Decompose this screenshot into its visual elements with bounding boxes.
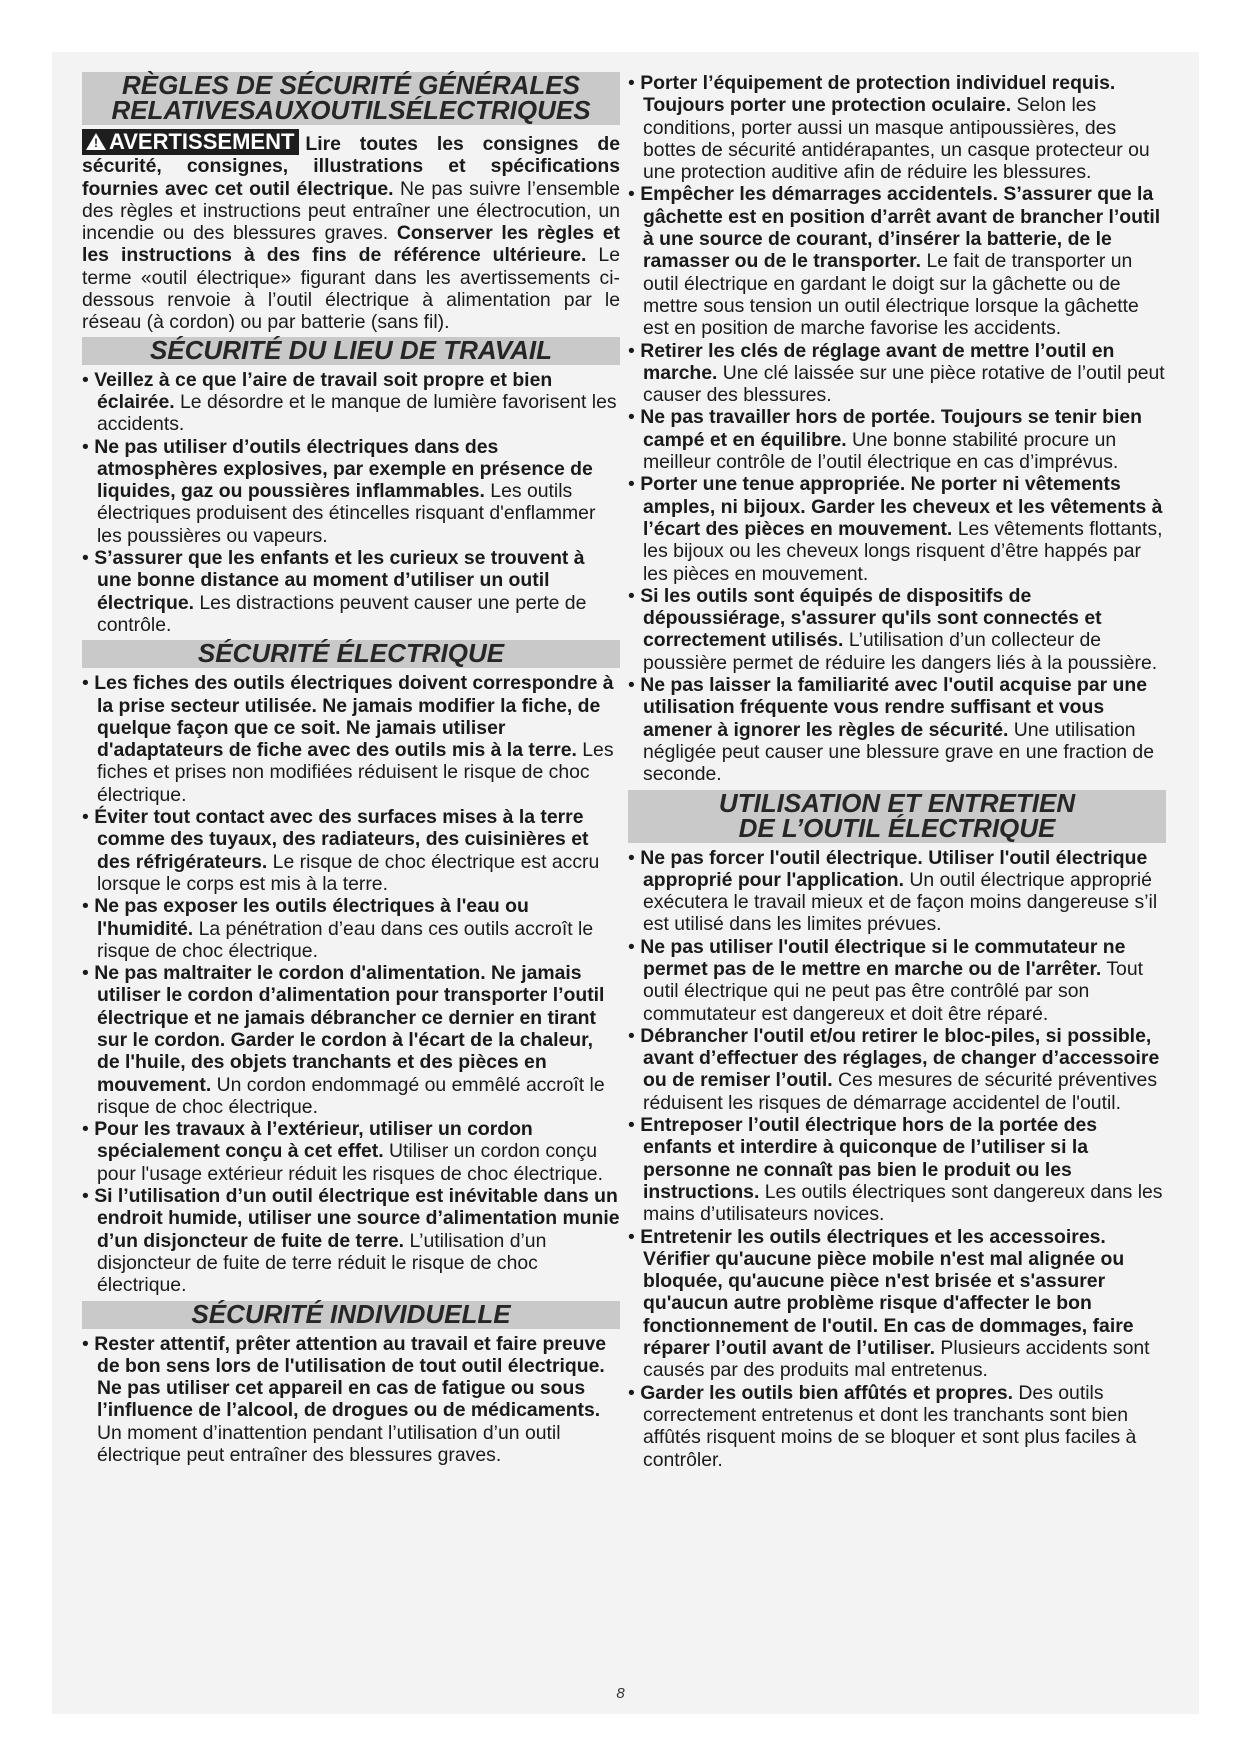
list-item-text: La pénétration d’eau dans ces outils accroît le risque de choc électrique. [97,917,594,962]
list-item-bold: Ne pas utiliser l'outil électrique si le commutateur ne permet pas de le mettre en marche ou de l'arrêter. [640,935,1126,980]
intro-bold-2: Conserver les règles et les instructions à des fins de référence ultérieure. [82,222,620,267]
list-item: • Veillez à ce que l’aire de travail soit propre et bien éclairée. Le désordre et le manque de lumière favorisent les accidents. [82,368,617,436]
list-item-bold: Veillez à ce que l’aire de travail soit propre et bien éclairée. [94,368,553,413]
list-item-bold: Entreposer l’outil électrique hors de la portée des enfants et interdire à quiconque de l’utiliser si la personne ne connaît pas bien le produit ou les instructions. [640,1114,1098,1203]
individual-safety-title-text: SÉCURITÉ INDIVIDUELLE [191,1298,511,1329]
list-item-bold: Ne pas utiliser d’outils électriques dans des atmosphères explosives, par exemple en présence de liquides, gaz ou poussières inflammables. [94,435,593,503]
intro-text-1: Ne pas suivre l’ensemble des règles et instructions peut entraîner une électrocution, un incendie ou des blessures graves. [82,177,620,245]
list-item-bold: Ne pas maltraiter le cordon d'alimentation. Ne jamais utiliser le cordon d’alimentation pour transporter l’outil électrique et ne jamais débrancher ce dernier en tirant sur le cordon. Garder le cordon à l'écart de la chaleur, de l'huile, des objets tranchants et des pièces en mouvement. [94,962,605,1096]
list-item: • Les fiches des outils électriques doivent correspondre à la prise secteur utilisée. Ne jamais modifier la fiche, de quelque façon que ce soit. Ne jamais utiliser d'adaptateurs de fiche avec des outils mis à la terre. Les fiches et prises non modifiées réduisent le risque de choc électrique. [82,672,614,806]
list-item-bold: Empêcher les démarrages accidentels. S’assurer que la gâchette est en position d’arrêt avant de brancher l’outil à une source de courant, d’insérer la batterie, de le ramasser ou de le transporter. [640,183,1161,273]
list-item-text: Utiliser un cordon conçu pour l'usage extérieur réduit les risques de choc électrique. [97,1140,603,1185]
list-item: • Ne pas utiliser d’outils électriques dans des atmosphères explosives, par exemple en présence de liquides, gaz ou poussières inflammables. Les outils électriques produisent des étincelles risquant d'enflammer les poussières ou vapeurs. [82,435,596,547]
warning-triangle-icon: ! [86,133,106,150]
list-item: • Rester attentif, prêter attention au travail et faire preuve de bon sens lors de l'utilisation de tout outil électrique. Ne pas utiliser cet appareil en cas de fatigue ou sous l’influence de l’alcool, de drogues ou de médicaments. Un moment d’inattention pendant l’utilisation d’un outil électrique peut entraîner des blessures graves. [82,1332,607,1467]
list-item-text: L’utilisation d’un disjoncteur de fuite de terre réduit le risque de choc électrique. [97,1229,547,1297]
list-item-text: Les vêtements flottants, les bijoux ou les cheveux longs risquent d’être happés par les pièces en mouvement. [643,517,1163,585]
electrical-safety-title [82,640,620,668]
list-item-text: L’utilisation d’un collecteur de poussière permet de réduire les dangers liés à la poussière. [643,629,1158,674]
list-item-text: Une bonne stabilité procure un meilleur contrôle de l’outil électrique en cas d’imprévus. [643,428,1119,474]
usage-maintenance-title-line2: DE L’OUTIL ÉLECTRIQUE [738,812,1056,843]
left-column [82,72,620,1466]
list-item: • Porter une tenue appropriée. Ne porter ni vêtements amples, ni bijoux. Garder les cheveux et les vêtements à l’écart des pièces en mouvement. Les vêtements flottants, les bijoux ou les cheveux longs risquent d’être happés par les pièces en mouvement. [628,473,1163,585]
general-rules-title-line2: RELATIVESAUXOUTILSÉLECTRIQUES [111,95,591,125]
list-item-bold: Entretenir les outils électriques et les accessoires. Vérifier qu'aucune pièce mobile n'est mal alignée ou bloquée, qu'aucune pièce n'est brisée et s'assurer qu'aucun autre problème risque d'affecter le bon fonctionnement de l'outil. En cas de dommages, faire réparer l’outil avant de l’utiliser. [640,1225,1134,1360]
list-item: • Ne pas exposer les outils électriques à l'eau ou l'humidité. La pénétration d’eau dans ces outils accroît le risque de choc électrique. [82,895,594,962]
list-item-bold: Ne pas forcer l'outil électrique. Utiliser l'outil électrique approprié pour l'application. [640,846,1148,891]
list-item-text: Les outils électriques sont dangereux dans les mains d’utilisateurs novices. [643,1180,1163,1226]
list-item-text: Le désordre et le manque de lumière favorisent les accidents. [97,390,617,436]
workplace-safety-title [82,334,620,365]
warning-label: AVERTISSEMENT [109,129,295,154]
list-item-bold: Rester attentif, prêter attention au travail et faire preuve de bon sens lors de l'utilisation de tout outil électrique. Ne pas utiliser cet appareil en cas de fatigue ou sous l’influence de l’alcool, de drogues ou de médicaments. [94,1332,607,1422]
list-item: • Entretenir les outils électriques et les accessoires. Vérifier qu'aucune pièce mobile n'est mal alignée ou bloquée, qu'aucune pièce n'est brisée et s'assurer qu'aucun autre problème risque d'affecter le bon fonctionnement de l'outil. En cas de dommages, faire réparer l’outil avant de l’utiliser. Plusieurs accidents sont causés par des produits mal entretenus. [628,1225,1150,1382]
list-item-text: Un cordon endommagé ou emmêlé accroît le risque de choc électrique. [97,1073,605,1118]
list-item-text: Une clé laissée sur une pièce rotative de l’outil peut causer des blessures. [643,361,1165,407]
list-item: • Retirer les clés de réglage avant de mettre l’outil en marche. Une clé laissée sur une pièce rotative de l’outil peut causer des blessures. [628,339,1165,407]
list-item: • Ne pas utiliser l'outil électrique si le commutateur ne permet pas de le mettre en marche ou de l'arrêter. Tout outil électrique qui ne peut pas être contrôlé par son commutateur est dangereux et doit être réparé. [628,935,1144,1025]
list-item-bold: Garder les outils bien affûtés et propres. [640,1381,1014,1404]
right-column [628,72,1166,1471]
list-item: • Débrancher l'outil et/ou retirer le bloc-piles, si possible, avant d’effectuer des réglages, de changer d’accessoire ou de remiser l’outil. Ces mesures de sécurité préventives réduisent les risques de démarrage accidentel de l'outil. [628,1024,1160,1114]
list-item-bold: Débrancher l'outil et/ou retirer le bloc-piles, si possible, avant d’effectuer des réglages, de changer d’accessoire ou de remiser l’outil. [640,1024,1160,1092]
list-item: • Ne pas forcer l'outil électrique. Utiliser l'outil électrique approprié pour l'application. Un outil électrique approprié exécutera le travail mieux et de façon moins dangereuse s’il est utilisé dans les limites prévues. [628,846,1158,936]
list-item-text: Les outils électriques produisent des étincelles risquant d'enflammer les poussières ou vapeurs. [97,480,596,547]
intro-bold-1: Lire toutes les consignes de sécurité, consignes, illustrations et spécifications fournies avec cet outil électrique. [82,133,620,200]
list-item: • Ne pas travailler hors de portée. Toujours se tenir bien campé et en équilibre. Une bonne stabilité procure un meilleur contrôle de l’outil électrique en cas d’imprévus. [628,406,1142,474]
list-item-bold: Ne pas laisser la familiarité avec l'outil acquise par une utilisation fréquente vous rendre suffisant et vous amener à ignorer les règles de sécurité. [640,674,1148,741]
list-item: • Garder les outils bien affûtés et propres. Des outils correctement entretenus et dont les tranchants sont bien affûtés risquent moins de se bloquer et sont plus faciles à contrôler. [628,1381,1137,1471]
list-item-bold: Si l’utilisation d’un outil électrique est inévitable dans un endroit humide, utiliser une source d’alimentation munie d’un disjoncteur de fuite de terre. [94,1185,620,1252]
individual-safety-title [82,1298,620,1329]
list-item-bold: Retirer les clés de réglage avant de mettre l’outil en marche. [640,339,1115,384]
list-item: • Porter l’équipement de protection individuel requis. Toujours porter une protection oculaire. Selon les conditions, porter aussi un masque antipoussières, des bottes de sécurité antidérapantes, un casque protecteur ou une protection auditive afin de réduire les blessures. [628,72,1150,184]
list-item-bold: S’assurer que les enfants et les curieux se trouvent à une bonne distance au moment d’utiliser un outil électrique. [94,547,585,614]
list-item-text: Tout outil électrique qui ne peut pas être contrôlé par son commutateur est dangereux et doit être réparé. [643,957,1144,1025]
list-item-bold: Ne pas travailler hors de portée. Toujours se tenir bien campé et en équilibre. [640,406,1142,451]
page-number: 8 [616,1685,625,1702]
list-item-text: Un moment d’inattention pendant l’utilisation d’un outil électrique peut entraîner des blessures graves. [97,1421,561,1467]
list-item: • Entreposer l’outil électrique hors de la portée des enfants et interdire à quiconque de l’utiliser si la personne ne connaît pas bien le produit ou les instructions. Les outils électriques sont dangereux dans les mains d’utilisateurs novices. [628,1114,1163,1226]
list-item-text: Les distractions peuvent causer une perte de contrôle. [97,591,587,636]
general-rules-title [82,72,620,125]
list-item: • Pour les travaux à l’extérieur, utiliser un cordon spécialement conçu à cet effet. Utiliser un cordon conçu pour l'usage extérieur réduit les risques de choc électrique. [82,1118,603,1185]
list-item-bold: Si les outils sont équipés de dispositifs de dépoussiérage, s'assurer qu'ils sont connectés et correctement utilisés. [640,584,1102,652]
list-item: • Éviter tout contact avec des surfaces mises à la terre comme des tuyaux, des radiateurs, des cuisinières et des réfrigérateurs. Le risque de choc électrique est accru lorsque le corps est mis à la terre. [82,806,600,895]
list-item-bold: Éviter tout contact avec des surfaces mises à la terre comme des tuyaux, des radiateurs, des cuisinières et des réfrigérateurs. [94,806,589,873]
list-item-text: Les fiches et prises non modifiées réduisent le risque de choc électrique. [97,739,614,806]
list-item-bold: Ne pas exposer les outils électriques à l'eau ou l'humidité. [94,895,529,940]
list-item-bold: Porter une tenue appropriée. Ne porter ni vêtements amples, ni bijoux. Garder les cheveux et les vêtements à l’écart des pièces en mouvement. [640,473,1163,540]
list-item-bold: Porter l’équipement de protection individuel requis. Toujours porter une protection oculaire. [640,72,1116,117]
list-item: • Si les outils sont équipés de dispositifs de dépoussiérage, s'assurer qu'ils sont connectés et correctement utilisés. L’utilisation d’un collecteur de poussière permet de réduire les dangers liés à la poussière. [628,584,1158,674]
list-item-text: Des outils correctement entretenus et dont les tranchants sont bien affûtés risquent moins de se bloquer et sont plus faciles à contrôler. [643,1381,1137,1471]
list-item-text: Ces mesures de sécurité préventives réduisent les risques de démarrage accidentel de l'outil. [643,1069,1158,1114]
list-item: • Empêcher les démarrages accidentels. S’assurer que la gâchette est en position d’arrêt avant de brancher l’outil à une source de courant, d’insérer la batterie, de le ramasser ou de le transporter. Le fait de transporter un outil électrique en gardant le doigt sur la gâchette ou de mettre sous tension un outil électrique lorsque la gâchette est en position de marche favorise les accidents. [628,183,1161,340]
list-item-text: Un outil électrique approprié exécutera le travail mieux et de façon moins dangereuse s’il est utilisé dans les limites prévues. [643,868,1158,936]
list-item-bold: Les fiches des outils électriques doivent correspondre à la prise secteur utilisée. Ne jamais modifier la fiche, de quelque façon que ce soit. Ne jamais utiliser d'adaptateurs de fiche avec des outils mis à la terre. [94,672,614,762]
list-item-bold: Pour les travaux à l’extérieur, utiliser un cordon spécialement conçu à cet effet. [94,1118,533,1163]
intro-paragraph [82,129,620,334]
list-item: • Ne pas laisser la familiarité avec l'outil acquise par une utilisation fréquente vous rendre suffisant et vous amener à ignorer les règles de sécurité. Une utilisation négligée peut causer une blessure grave en une fraction de seconde. [628,674,1154,786]
usage-maintenance-title-line1: UTILISATION ET ENTRETIEN [718,787,1076,818]
list-item-text: Le risque de choc électrique est accru lorsque le corps est mis à la terre. [97,850,600,895]
list-item: • S’assurer que les enfants et les curieux se trouvent à une bonne distance au moment d’utiliser un outil électrique. Les distractions peuvent causer une perte de contrôle. [82,547,587,636]
list-item: • Ne pas maltraiter le cordon d'alimentation. Ne jamais utiliser le cordon d’alimentation pour transporter l’outil électrique et ne jamais débrancher ce dernier en tirant sur le cordon. Garder le cordon à l'écart de la chaleur, de l'huile, des objets tranchants et des pièces en mouvement. Un cordon endommagé ou emmêlé accroît le risque de choc électrique. [82,962,605,1118]
intro-text-2: Le terme «outil électrique» figurant dans les avertissements ci-dessous renvoie à l’outil électrique à alimentation par le réseau (à cordon) ou par batterie (sans fil). [82,244,620,334]
workplace-safety-title-text: SÉCURITÉ DU LIEU DE TRAVAIL [149,334,553,365]
list-item: • Si l’utilisation d’un outil électrique est inévitable dans un endroit humide, utiliser une source d’alimentation munie d’un disjoncteur de fuite de terre. L’utilisation d’un disjoncteur de fuite de terre réduit le risque de choc électrique. [82,1185,620,1297]
list-item-text: Selon les conditions, porter aussi un masque antipoussières, des bottes de sécurité antidérapantes, un casque protecteur ou une protection auditive afin de réduire les blessures. [643,94,1150,184]
list-item-text: Une utilisation négligée peut causer une blessure grave en une fraction de seconde. [643,718,1154,786]
list-item-text: Le fait de transporter un outil électrique en gardant le doigt sur la gâchette ou de mettre sous tension un outil électrique lorsque la gâchette est en position de marche favorise les accidents. [643,250,1139,340]
list-item-text: Plusieurs accidents sont causés par des produits mal entretenus. [643,1337,1150,1382]
warning-badge [82,129,299,155]
usage-maintenance-title [628,787,1166,843]
electrical-safety-title-text: SÉCURITÉ ÉLECTRIQUE [197,638,505,669]
general-rules-title-line1: RÈGLES DE SÉCURITÉ GÉNÉRALES [122,70,580,100]
